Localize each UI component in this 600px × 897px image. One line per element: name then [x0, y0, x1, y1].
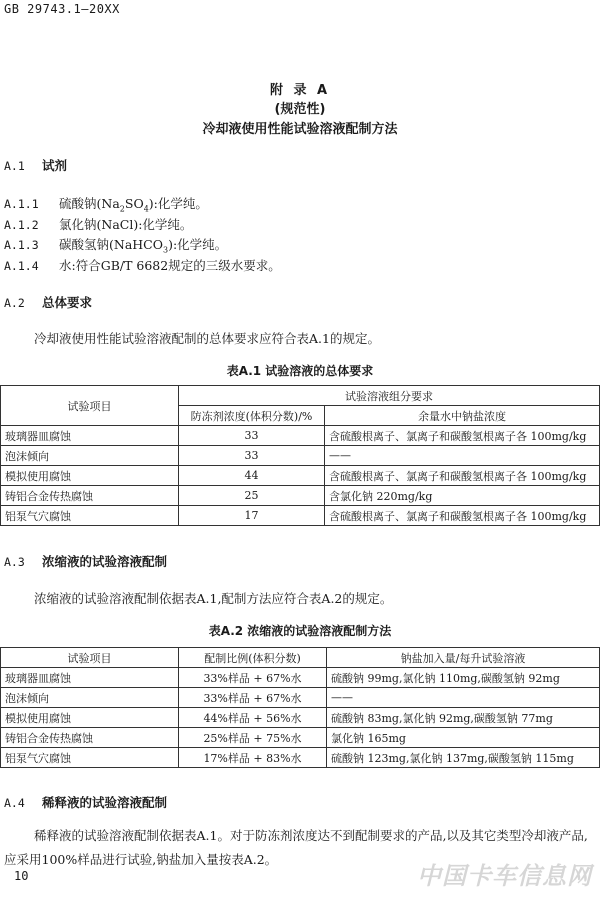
header-salt-addition: 钠盐加入量/每升试验溶液: [327, 648, 600, 668]
cell-salt: 氯化钠 165mg: [327, 728, 600, 748]
cell-item: 铝泵气穴腐蚀: [1, 506, 179, 526]
table-row: [1, 688, 600, 708]
table-row: [1, 748, 600, 768]
table-row: [1, 728, 600, 748]
cell-ratio: 25%样品 + 75%水: [179, 728, 327, 748]
section-number: A.1: [4, 159, 25, 173]
section-a3-heading: [4, 552, 167, 570]
table-a1: [0, 385, 600, 526]
item-number: A.1.4: [4, 259, 39, 273]
table-row: [1, 466, 600, 486]
section-a2-heading: [4, 293, 92, 311]
appendix-title: 冷却液使用性能试验溶液配制方法: [202, 122, 398, 137]
table-a2: [0, 647, 600, 768]
section-number: A.4: [4, 796, 25, 810]
cell-item: 铸铝合金传热腐蚀: [1, 486, 179, 506]
table-a2-caption: 表A.2 浓缩液的试验溶液配制方法: [208, 624, 392, 638]
item-number: A.1.1: [4, 197, 39, 211]
cell-ratio: 33%样品 + 67%水: [179, 668, 327, 688]
table-row: [1, 506, 600, 526]
table-header-row: [1, 386, 600, 406]
cell-salt: 硫酸钠 99mg,氯化钠 110mg,碳酸氢钠 92mg: [327, 668, 600, 688]
item-text: ):化学纯。: [148, 196, 208, 211]
section-a1-heading: [4, 156, 67, 174]
item-text: ):化学纯。: [168, 237, 228, 252]
cell-ratio: 44%样品 + 56%水: [179, 708, 327, 728]
table-row: [1, 708, 600, 728]
item-text: 碳酸氢钠(NaHCO: [59, 237, 163, 252]
cell-salt: ——: [327, 688, 600, 708]
section-a3-paragraph: 浓缩液的试验溶液配制依据表A.1,配制方法应符合表A.2的规定。: [34, 591, 393, 606]
reagent-item-2: [4, 215, 192, 233]
watermark-logo: 中国卡车信息网: [417, 862, 592, 890]
cell-salt: 含硫酸根离子、氯离子和碳酸氢根离子各 100mg/kg: [325, 466, 600, 486]
header-solution-requirements: 试验溶液组分要求: [179, 386, 600, 406]
document-header: GB 29743.1—20XX: [4, 2, 120, 16]
header-test-item: 试验项目: [1, 386, 179, 426]
cell-concentration: 44: [179, 466, 325, 486]
cell-item: 模拟使用腐蚀: [1, 708, 179, 728]
cell-ratio: 33%样品 + 67%水: [179, 688, 327, 708]
subscript: 2: [119, 204, 125, 214]
item-number: A.1.3: [4, 238, 39, 252]
cell-item: 铸铝合金传热腐蚀: [1, 728, 179, 748]
section-a2-paragraph: 冷却液使用性能试验溶液配制的总体要求应符合表A.1的规定。: [34, 331, 380, 346]
reagent-item-3: [4, 235, 227, 255]
table-row: [1, 668, 600, 688]
cell-salt: 硫酸钠 83mg,氯化钠 92mg,碳酸氢钠 77mg: [327, 708, 600, 728]
subscript: 4: [143, 204, 149, 214]
cell-concentration: 17: [179, 506, 325, 526]
section-a4-heading: [4, 793, 167, 811]
cell-item: 模拟使用腐蚀: [1, 466, 179, 486]
section-a4-paragraph: 稀释液的试验溶液配制依据表A.1。对于防冻剂浓度达不到配制要求的产品,以及其它类型冷却液产品,应采用100%样品进行试验,钠盐加入量按表A.2。: [4, 828, 588, 867]
section-title: 试剂: [42, 158, 68, 173]
table-row: [1, 426, 600, 446]
cell-concentration: 33: [179, 426, 325, 446]
cell-concentration: 25: [179, 486, 325, 506]
table-header-row: [1, 648, 600, 668]
section-title: 浓缩液的试验溶液配制: [42, 554, 168, 569]
item-text: 水:符合GB/T 6682规定的三级水要求。: [59, 258, 281, 273]
cell-salt: 含氯化钠 220mg/kg: [325, 486, 600, 506]
cell-item: 泡沫倾向: [1, 446, 179, 466]
reagent-item-4: [4, 256, 281, 274]
item-text: 硫酸钠(Na: [59, 196, 120, 211]
appendix-nature: (规范性): [274, 102, 326, 117]
item-text: SO: [124, 196, 144, 211]
cell-salt: ——: [325, 446, 600, 466]
cell-salt: 硫酸钠 123mg,氯化钠 137mg,碳酸氢钠 115mg: [327, 748, 600, 768]
subscript: 3: [162, 245, 169, 255]
cell-salt: 含硫酸根离子、氯离子和碳酸氢根离子各 100mg/kg: [325, 426, 600, 446]
table-row: [1, 486, 600, 506]
cell-concentration: 33: [179, 446, 325, 466]
header-mix-ratio: 配制比例(体积分数): [179, 648, 327, 668]
appendix-label: 附 录 A: [269, 83, 331, 98]
cell-item: 泡沫倾向: [1, 688, 179, 708]
section-number: A.2: [4, 296, 25, 310]
header-test-item: 试验项目: [1, 648, 179, 668]
cell-salt: 含硫酸根离子、氯离子和碳酸氢根离子各 100mg/kg: [325, 506, 600, 526]
header-sodium-salt-concentration: 余量水中钠盐浓度: [325, 406, 600, 426]
cell-ratio: 17%样品 + 83%水: [179, 748, 327, 768]
table-row: [1, 446, 600, 466]
page-number: 10: [14, 869, 29, 883]
section-number: A.3: [4, 555, 25, 569]
header-antifreeze-concentration: 防冻剂浓度(体积分数)/%: [179, 406, 325, 426]
cell-item: 铝泵气穴腐蚀: [1, 748, 179, 768]
section-title: 总体要求: [42, 295, 93, 310]
section-title: 稀释液的试验溶液配制: [42, 795, 168, 810]
reagent-item-1: [4, 194, 208, 214]
item-number: A.1.2: [4, 218, 39, 232]
table-a1-caption: 表A.1 试验溶液的总体要求: [226, 364, 374, 378]
cell-item: 玻璃器皿腐蚀: [1, 426, 179, 446]
item-text: 氯化钠(NaCl):化学纯。: [59, 217, 193, 232]
cell-item: 玻璃器皿腐蚀: [1, 668, 179, 688]
